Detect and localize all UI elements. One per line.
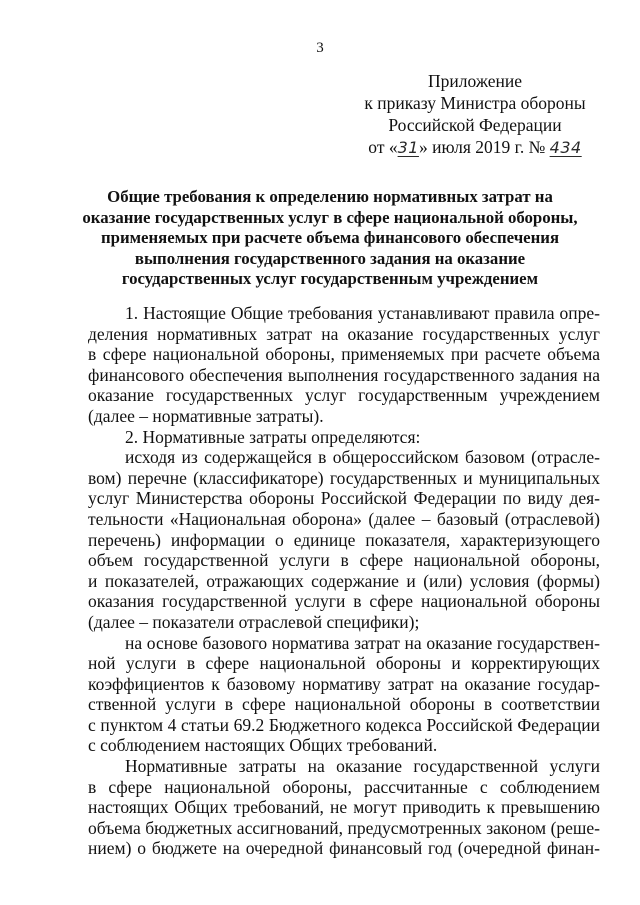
date-prefix: от « (368, 137, 398, 157)
title-line: государственных услуг государственным учреждением (121, 269, 539, 288)
text-line: с пунктом 4 статьи 69.2 Бюджетного кодекса Российской Федерации (88, 714, 600, 735)
document-title (60, 187, 600, 290)
text-line: исходя из содержащейся в общероссийском базовом (отрасле- (125, 447, 600, 468)
text-line: (далее – нормативные затраты). (88, 405, 324, 426)
appendix-date-line (350, 136, 600, 159)
text-line: нием) о бюджете на очередной финансовый год (очередной финан- (88, 838, 600, 859)
text-line: Нормативные затраты на оказание государственной услуги (125, 756, 600, 777)
paragraph-3 (88, 447, 600, 632)
text-line: (далее – показатели отраслевой специфики); (88, 611, 420, 632)
text-line: 1. Настоящие Общие требования устанавливают правила опре- (125, 303, 600, 323)
handwritten-order-number: 434 (549, 138, 582, 157)
text-line: в сфере национальной обороны, рассчитанные с соблюдением (88, 776, 600, 797)
text-line: настоящих Общих требований, не могут приводить к превышению (88, 797, 600, 818)
title-line: выполнения государственного задания на оказание (134, 248, 526, 268)
text-line: ной услуги в сфере национальной обороны и корректирующих (88, 653, 600, 674)
text-line: коэффициентов к базовому нормативу затрат на оказание государ- (88, 673, 600, 694)
text-line: 2. Нормативные затраты определяются: (125, 426, 421, 447)
text-line: тельности «Национальная оборона» (далее – базовый (отраслевой) (88, 508, 600, 529)
appendix-order-ref: к приказу Министра обороны (364, 93, 586, 113)
paragraph-5 (88, 756, 600, 859)
text-line: деления нормативных затрат на оказание государственных услуг (88, 323, 600, 344)
paragraph-1 (88, 303, 600, 427)
text-line: оказания государственной услуги в сфере национальной обороны (88, 591, 600, 612)
date-middle: » июля 2019 г. № (418, 137, 546, 157)
paragraph-2 (88, 427, 600, 448)
text-line: вом) перечне (классификаторе) государственных и муниципальных (88, 467, 600, 488)
appendix-header (350, 70, 600, 159)
text-line: финансового обеспечения выполнения государственного задания на (88, 364, 600, 385)
page-number: 3 (316, 40, 324, 56)
text-line: с соблюдением настоящих Общих требований. (88, 735, 438, 756)
title-line: применяемых при расчете объема финансового обеспечения (100, 228, 560, 247)
title-line: Общие требования к определению нормативных затрат на (107, 187, 553, 206)
text-line: перечень) информации о единице показателя, характеризующего (88, 529, 600, 550)
appendix-country: Российской Федерации (388, 115, 562, 135)
text-line: и показателей, отражающих содержание и (или) условия (формы) (88, 570, 600, 591)
appendix-label: Приложение (428, 71, 522, 91)
text-line: в сфере национальной обороны, применяемых при расчете объема (88, 344, 600, 365)
text-line: на основе базового норматива затрат на оказание государствен- (125, 632, 600, 653)
text-line: объема бюджетных ассигнований, предусмотренных законом (реше- (88, 817, 600, 838)
handwritten-day: 31 (397, 138, 419, 157)
document-body (88, 303, 600, 859)
title-line: оказание государственных услуг в сфере национальной обороны, (82, 207, 578, 227)
paragraph-4 (88, 633, 600, 757)
text-line: ственной услуги в сфере национальной обороны в соответствии (88, 694, 600, 715)
text-line: оказание государственных услуг государственным учреждением (88, 385, 600, 406)
text-line: объем государственной услуги в сфере национальной обороны, (88, 550, 600, 571)
text-line: услуг Министерства обороны Российской Федерации по виду дея- (88, 488, 600, 509)
